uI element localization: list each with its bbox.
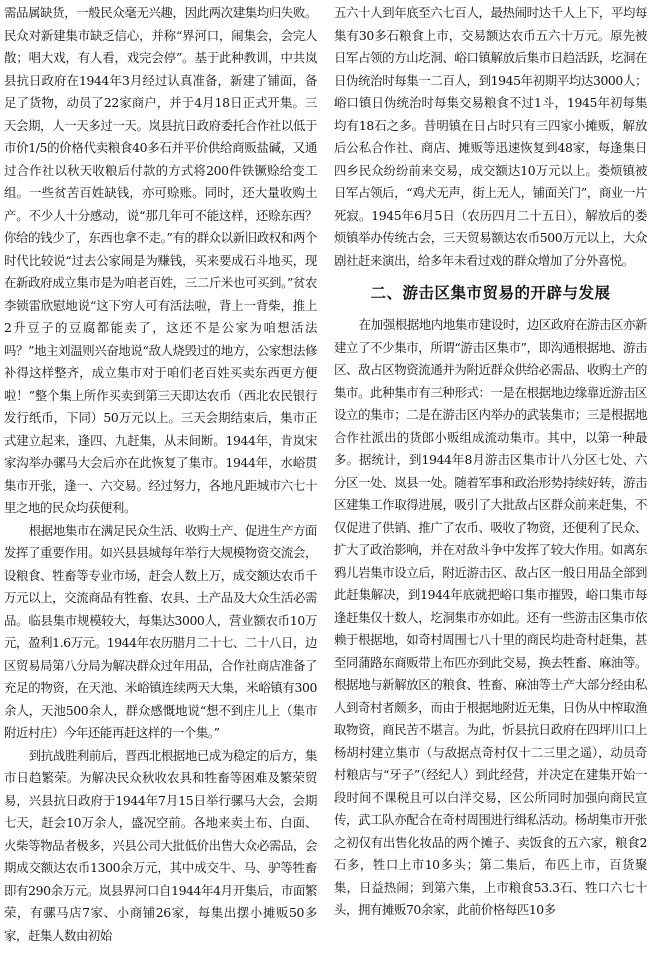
paragraph-right-1: 五六十人到年底至六七百人，最热闹时达千人上下，平均每集有30多石粮食上市，交易额达农币五六十万元。原先被日军占领的方山圪洞、峪口镇解放后集市日趋活跃，圪洞在日伪统治时每集一二百人，到1945年初期平均达3000人；峪口镇日伪统治时每集交易粮食不过1斗，1945年初每集均有18石之多。昔明镇在日占时只有三四家小摊贩，解放后公私合作社、商店、摊贩等迅速恢复到48家，每逢集日四乡民众纷纷前来交易，成交额达10万元以上。娄烦镇被日军占领后，“鸡犬无声，街上无人，铺面关门”，商业一片死寂。1945年6月5日（农历四月二十五日），解放后的娄烦镇举办传统古会，三天贸易额达农币500万元以上，大众剧社赶来演出，给多年未看过戏的群众增加了分外喜悦。 (334, 5, 647, 268)
paragraph-left-2: 根据地集市在满足民众生活、收购土产、促进生产方面发挥了重要作用。如兴县县城每年举行大规模物资交流会，设粮食、牲畜等专业市场，赶会人数上万，成交额达农币千万元以上，交流商品有牲畜、农具、土产品及大众生活必需品。临县集市规模较大，每集达3000人，营业额农币10万元，盈利1.6万元。1944年农历腊月二十七、二十八日，边区贸易局第八分局为解决群众过年用品，合作社商店准备了充足的物资，在天池、米峪镇连续两天大集，米峪镇有300余人，天池500余人，群众感慨地说“想不到庄儿上（集市附近村庄）今年还能再赶这样的一个集。” (4, 522, 317, 740)
paragraph-left-1: 需品属缺货，一般民众毫无兴趣，因此两次建集均归失败。民众对新建集市缺乏信心，并称“界河口，闹集会，会完人散；唱大戏，有人看，戏完会停”。基于此种教训，中共岚县抗日政府在1944年3月经过认真准备，新建了铺面，备足了货物，动员了22家商户，并于4月18日正式开集。三天会期，人一天多过一天。岚县抗日政府委托合作社以低于市价1/5的价格代卖粮食40多石并平价供给商贩盐碱，又通过合作社以秋天收粮后付款的方式将200件铁镢赊给变工组。一些贫苦百姓缺钱，亦可赊账。同时，还大量收购土产。不少人十分感动，说“那几年可不能这样，还赊东西？你给的钱少了，东西也拿不走。”有的群众以新旧政权和两个时代比较说“过去公家闹是为赚钱，买来要成石斗地买，现在新政府成立集市是为咱老百姓，三二斤米也可买到。”贫农李锁雷欣慰地说“这下穷人可有活法啦，背上一背柴，推上2升豆子的豆腐都能卖了，这还不是公家为咱想活法吗？”地主刘温则兴奋地说“敌人烧毁过的地方，公家想法修补得这样整齐，成立集市对于咱们老百姓买卖东西更方便啦！”整个集上所作买卖到第三天即达农币（西北农民银行发行纸币，下同）50万元以上。三天会期结束后，集市正式建立起来，逢四、九赶集，从未间断。1944年，肯岚宋家沟举办骡马大会后亦在此恢复了集市。1944年，水峪贯集市开张，逢一、六交易。经过努力，各地凡距城市六七十里之地的民众均获便利。 (4, 5, 317, 515)
left-column (4, 2, 317, 952)
section-heading: 二、游击区集市贸易的开辟与发展 (370, 283, 611, 302)
paragraph-right-2: 在加强根据地内地集市建设时，边区政府在游击区亦新建立了不少集市，所谓“游击区集市”，即沟通根据地、游击区、敌占区物资流通并为附近群众供给必需品、收购土产的集市。此种集市有三种形式：一是在根据地边缘靠近游击区设立的集市；二是在游击区内举办的武装集市；三是根据地合作社派出的货郎小贩组成流动集市。其中，以第一种最多。据统计，到1944年8月游击区集市计八分区七处、六分区一处、岚县一处。随着军事和政治形势持续好转，游击区建集工作取得进展，吸引了大批敌占区群众前来赶集，不仅促进了供销、推广了农币、吸收了物资，还便利了民众、扩大了政治影响，并在对敌斗争中发挥了较大作用。如离东鸦儿岩集市设立后，附近游击区、敌占区一般日用品全部到此赶集解决，到1944年底就把峪口集市摧毁，峪口集市每逢赶集仅十数人，圪洞集市亦如此。还有一些游击区集市依赖于根据地，如奇村周围七八十里的商民均赴奇村赶集，甚至同蒲路东商贩带上布匹亦到此交易，换去牲畜、麻油等。根据地与新解放区的粮食、牲畜、麻油等土产大部分经由私人到奇村者颇多，而由于根据地附近无集，日伪从中榨取渔取物资，商民苦不堪言。为此，忻县抗日政府在四坪川口上杨胡村建立集市（与敌据点奇村仅十二三里之遥），动员奇村粮店与“牙子”（经纪人）到此经营，并决定在建集开始一段时间不课税且可以白洋交易，区公所同时加强向商民宣传，武工队亦配合在奇村周围进行缉私活动。杨胡集市开张之初仅有出售化妆品的两个摊子、卖饭食的五六家，粮食2石多，牲口上市10多头；第二集后，布匹上市，百货聚集，日益热闹；到第六集，上市粮食53.3石、牲口六七十头，拥有摊贩70余家，此前价格每匹10多 (334, 317, 647, 917)
paragraph-left-3: 到抗战胜利前后，晋西北根据地已成为稳定的后方，集市日趋繁荣。为解决民众秋收农具和牲畜等困难及繁荣贸易，兴县抗日政府于1944年7月15日举行骡马大会，会期七天，赶会10万余人，盛况空前。各地来卖土布、白面、火柴等物品者极多，兴县公司大批低价出售大众必需品，会期成交额达农币1300余万元，其中成交牛、马、驴等牲畜即有290余万元。岚县界河口自1944年4月开集后，市面繁荣，有骡马店7家、小商铺26家，每集出摆小摊贩50多家，赶集人数由初始 (4, 747, 317, 943)
right-column (334, 2, 647, 952)
